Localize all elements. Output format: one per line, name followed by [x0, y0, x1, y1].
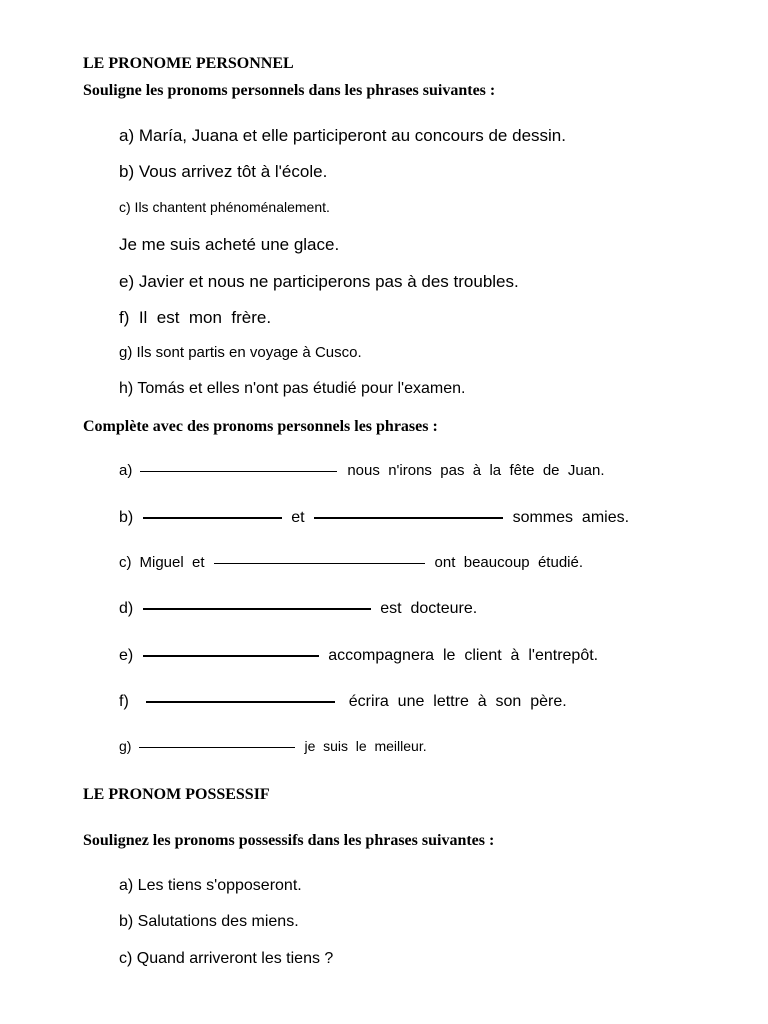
fill-item-d	[119, 600, 477, 618]
sentence-d: Je me suis acheté une glace.	[119, 235, 340, 254]
fill-label-c: c)	[119, 554, 132, 571]
blank-input-a[interactable]	[140, 470, 337, 472]
blank-input-d[interactable]	[143, 607, 371, 610]
fill-after-d: est docteure.	[380, 600, 478, 617]
blank-input-b2[interactable]	[314, 516, 503, 519]
fill-label-a: a)	[119, 462, 133, 479]
instruction-souligne: Souligne les pronoms personnels dans les phrases suivantes :	[83, 82, 496, 99]
section-title-pronom-personnel: LE PRONOME PERSONNEL	[83, 55, 294, 72]
fill-after-e: accompagnera le client à l'entrepôt.	[328, 647, 599, 664]
blank-input-b1[interactable]	[143, 516, 282, 519]
instruction-soulignez: Soulignez les pronoms possessifs dans les phrases suivantes :	[83, 832, 495, 849]
fill-label-d: d)	[119, 600, 134, 617]
sentence-e: e) Javier et nous ne participerons pas à des troubles.	[119, 272, 519, 291]
fill-after-c: ont beaucoup étudié.	[434, 554, 584, 571]
sentence-g: g) Ils sont partis en voyage à Cusco.	[119, 344, 362, 361]
fill-label-g: g)	[119, 738, 132, 754]
fill-label-e: e)	[119, 647, 134, 664]
fill-after-g: je suis le meilleur.	[304, 738, 427, 754]
section-title-pronom-possessif: LE PRONOM POSSESSIF	[83, 786, 270, 803]
sentence-h: h) Tomás et elles n'ont pas étudié pour l'examen.	[119, 380, 466, 397]
fill-item-e	[119, 647, 598, 665]
blank-input-g[interactable]	[139, 746, 295, 748]
fill-item-f	[119, 693, 567, 711]
possessif-sentence-c: c) Quand arriveront les tiens ?	[119, 950, 334, 967]
fill-mid-b: et	[291, 509, 305, 526]
blank-input-f[interactable]	[146, 700, 335, 703]
fill-item-b	[119, 509, 629, 527]
blank-input-c[interactable]	[214, 562, 425, 564]
fill-item-a	[119, 462, 605, 479]
fill-after-a: nous n'irons pas à la fête de Juan.	[347, 462, 605, 479]
sentence-f: f) Il est mon frère.	[119, 308, 272, 327]
fill-item-c	[119, 554, 583, 571]
sentence-a: a) María, Juana et elle participeront au concours de dessin.	[119, 126, 566, 145]
fill-after-b: sommes amies.	[512, 509, 630, 526]
fill-before-c: Miguel et	[139, 554, 205, 571]
fill-after-f: écrira une lettre à son père.	[348, 693, 567, 710]
fill-item-g	[119, 738, 427, 754]
fill-label-f: f)	[119, 693, 129, 710]
possessif-sentence-a: a) Les tiens s'opposeront.	[119, 877, 302, 894]
possessif-sentence-b: b) Salutations des miens.	[119, 913, 299, 930]
sentence-b: b) Vous arrivez tôt à l'école.	[119, 162, 328, 181]
fill-label-b: b)	[119, 509, 134, 526]
blank-input-e[interactable]	[143, 654, 319, 657]
sentence-c: c) Ils chantent phénoménalement.	[119, 199, 330, 215]
instruction-complete: Complète avec des pronoms personnels les phrases :	[83, 418, 438, 435]
